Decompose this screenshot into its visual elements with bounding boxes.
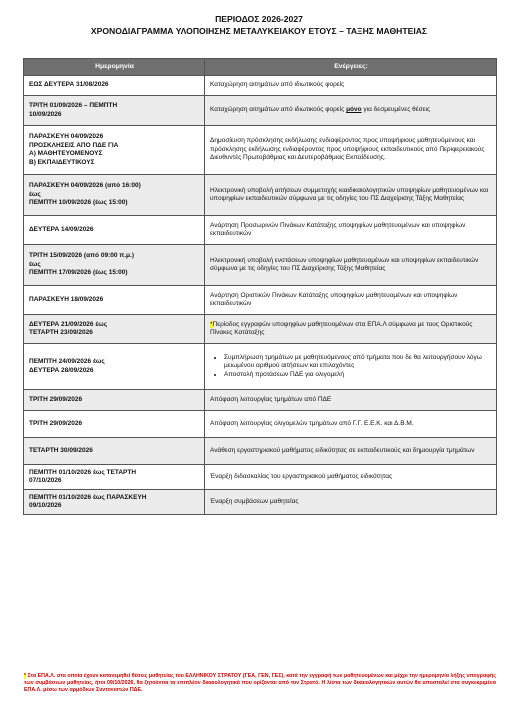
- date-cell: [24, 411, 205, 438]
- date-cell: [24, 245, 205, 286]
- action-cell: [205, 344, 497, 390]
- date-line: ΕΩΣ ΔΕΥΤΕΡΑ 31/08/2026: [29, 81, 109, 89]
- date-line: ΠΕΜΠΤΗ 10/09/2026 (έως 15:00): [29, 199, 128, 207]
- date-cell: [24, 96, 205, 126]
- date-line: ΤΡΙΤΗ 01/09/2026 – ΠΕΜΠΤΗ: [29, 102, 118, 109]
- date-line: ΤΡΙΤΗ 15/09/2026 (από 09:00 π.μ.): [29, 252, 134, 260]
- table-row: [24, 390, 497, 411]
- table-row: [24, 490, 497, 515]
- date-cell: [24, 465, 205, 490]
- date-line: ΤΕΤΑΡΤΗ 30/09/2026: [29, 446, 93, 454]
- table-header-row: [24, 59, 497, 76]
- action-text: Καταχώρηση αιτημάτων από ιδιωτικούς φορείς: [210, 106, 347, 114]
- schedule-table: [23, 58, 497, 515]
- footnote: [24, 673, 496, 694]
- action-cell: [205, 126, 497, 175]
- date-line: ΠΑΡΑΣΚΕΥΗ 04/09/2026: [29, 133, 104, 140]
- action-text: Έναρξη συμβάσεων μαθητείας: [210, 497, 299, 505]
- action-cell: [205, 96, 497, 126]
- action-bullets: [210, 354, 492, 380]
- asterisk-marker: *: [210, 320, 213, 328]
- table-row: [24, 315, 497, 344]
- date-line: ΔΕΥΤΕΡΑ 21/09/2026 έως: [29, 320, 108, 328]
- date-line: ΔΕΥΤΕΡΑ 28/09/2026: [29, 366, 94, 374]
- date-cell: [24, 175, 205, 216]
- header-actions: Ενέργειες:: [205, 59, 497, 76]
- table-row: [24, 245, 497, 286]
- date-line: ΠΕΜΠΤΗ 17/09/2026 (έως 15:00): [29, 269, 128, 277]
- action-cell: [205, 465, 497, 490]
- date-cell: [24, 344, 205, 390]
- table-row: [24, 96, 497, 126]
- table-row: [24, 286, 497, 315]
- date-cell: [24, 490, 205, 515]
- table-row: [24, 76, 497, 96]
- table-row: [24, 465, 497, 490]
- action-text: Ανάρτηση Προσωρινών Πινάκων Κατάταξης υποψηφίων μαθητευομένων και υποψηφίων εκπαιδευτικών: [210, 221, 466, 237]
- action-text: Απόφαση λειτουργίας ολιγομελών τμημάτων από Γ.Γ. Ε.Ε.Κ. και Δ.Β.Μ.: [210, 419, 414, 427]
- footnote-text: Στα ΕΠΑ.Λ. στα οποία έχουν κατανεμηθεί θέσεις μαθητείας του ΕΛΛΗΝΙΚΟΥ ΣΤΡΑΤΟΥ (ΓΕΑ, ΓΕΝ, ΓΕΣ), κατά την εγγραφή των μαθητευομένων και μέχρι την ημερομηνία λήξης υπογραφής των συμβάσεων μαθητείας, ήτοι 09/10/2026, θα ζητούνται τα επιπλέον δικαιολογητικά που ορίζονται από τον Στρατό. Η λίστα των δικαιολογητικών αυτών θα αποσταλεί στα συγκεκριμένα ΕΠΑ.Λ. μέσω των αρμόδιων Συντονιστών ΠΔΕ.: [24, 673, 496, 693]
- date-line: ΠΕΜΠΤΗ 24/09/2026 έως: [29, 358, 105, 365]
- action-cell: [205, 390, 497, 411]
- date-line: ΤΡΙΤΗ 29/09/2026: [29, 419, 83, 427]
- date-cell: [24, 216, 205, 245]
- action-text: Περίοδος εγγραφών υποψηφίων μαθητευομένων στα ΕΠΑ.Λ σύμφωνα με τους Οριστικούς Πίνακες Κατάταξης: [210, 320, 473, 336]
- table-row: [24, 126, 497, 175]
- action-cell: [205, 490, 497, 515]
- action-cell: [205, 175, 497, 216]
- page-title: ΠΕΡΙΟΔΟΣ 2026-2027: [215, 14, 303, 24]
- table-row: [24, 438, 497, 465]
- action-text: Καταχώρηση αιτημάτων από ιδιωτικούς φορείς: [210, 81, 345, 89]
- action-text: Ανάθεση εργαστηριακού μαθήματος ειδικότητας σε εκπαιδευτικούς και δημιουργία τμημάτων: [210, 446, 475, 454]
- action-text: Ανάρτηση Οριστικών Πινάκων Κατάταξης υποψηφίων μαθητευομένων και υποψηφίων εκπαιδευτικών: [210, 291, 458, 307]
- date-line: ΤΕΤΑΡΤΗ 23/09/2026: [29, 329, 93, 336]
- table-row: [24, 411, 497, 438]
- date-line: ΤΡΙΤΗ 29/09/2026: [29, 395, 83, 403]
- date-line: ΔΕΥΤΕΡΑ 14/09/2026: [29, 225, 94, 233]
- action-text-end: για δεσμευμένες θέσεις: [361, 106, 431, 114]
- table-row: [24, 216, 497, 245]
- date-line: έως: [29, 190, 41, 198]
- date-cell: [24, 438, 205, 465]
- date-line: ΠΑΡΑΣΚΕΥΗ 18/09/2026: [29, 295, 104, 303]
- action-cell: [205, 315, 497, 344]
- footnote-asterisk: *: [24, 673, 27, 679]
- action-text: Έναρξη διδασκαλίας του εργαστηριακού μαθήματος ειδικότητας: [210, 472, 393, 480]
- date-line: ΠΕΜΠΤΗ 01/10/2026 έως ΤΕΤΑΡΤΗ: [29, 468, 137, 476]
- date-line: ΠΡΟΣΚΛΗΣΕΙΣ ΑΠΟ ΠΔΕ ΓΙΑ: [29, 141, 119, 149]
- date-cell: [24, 286, 205, 315]
- action-cell: [205, 76, 497, 96]
- header-date: Ημερομηνία: [24, 59, 205, 76]
- table-row: [24, 344, 497, 390]
- date-line: 10/09/2026: [29, 110, 62, 118]
- date-line: έως: [29, 260, 41, 268]
- action-bullet: • Συμπλήρωση τμημάτων με μαθητευόμενους από τμήματα που δε θα λειτουργήσουν λόγω μειωμένου αριθμού αιτήσεων και επιλαχόντες: [224, 354, 492, 371]
- action-text: Ηλεκτρονική υποβολή ενστάσεων υποψηφίων μαθητευομένων και υποψηφίων εκπαιδευτικών σύμφωνα με τις οδηγίες του ΠΣ Διαχείρισης Τάξης Μαθητείας: [210, 256, 479, 272]
- date-cell: [24, 76, 205, 96]
- action-cell: [205, 216, 497, 245]
- action-cell: [205, 411, 497, 438]
- action-text: Ηλεκτρονική υποβολή αιτήσεων συμμετοχής κιαιδικαιολογητικών υποψηφίων μαθητευομένων και υποψηφίων εκπαιδευτικών σύμφωνα με τις οδηγίες του ΠΣ Διαχείρισης Τάξης Μαθητείας: [210, 186, 489, 202]
- date-cell: [24, 390, 205, 411]
- date-line: ΠΕΜΠΤΗ 01/10/2026 έως ΠΑΡΑΣΚΕΥΗ: [29, 493, 147, 501]
- action-bullet: • Αποστολή προτάσεων ΠΔΕ για ολιγομελή: [224, 371, 492, 380]
- page-subtitle: ΧΡΟΝΟΔΙΑΓΡΑΜΜΑ ΥΛΟΠΟΙΗΣΗΣ ΜΕΤΑΛΥΚΕΙΑΚΟΥ ΕΤΟΥΣ – ΤΑΞΗΣ ΜΑΘΗΤΕΙΑΣ: [90, 26, 428, 36]
- table-row: [24, 175, 497, 216]
- action-text: Δημοσίευση πρόσκλησης εκδήλωσης ενδιαφέροντος προς υποψήφιους μαθητευόμενους και πρόσκλησης εκδήλωσης ενδιαφέροντος προς υποψήφιους εκπαιδευτικούς από Περιφερειακούς Διευθυντές Πρωτοβάθμιας και Δευτεροβάθμιας Εκπαίδευσης.: [210, 137, 485, 162]
- action-cell: [205, 438, 497, 465]
- action-cell: [205, 245, 497, 286]
- date-line: ΠΑΡΑΣΚΕΥΗ 04/09/2026 (από 16:00): [29, 182, 141, 190]
- date-line: Α) ΜΑΘΗΤΕΥΟΜΕΝΟΥΣ: [29, 150, 103, 157]
- date-line: 07/10/2026: [29, 477, 62, 484]
- action-text: Απόφαση λειτουργίας τμημάτων από ΠΔΕ: [210, 395, 332, 403]
- date-cell: [24, 126, 205, 175]
- date-line: 09/10/2026: [29, 502, 62, 509]
- date-cell: [24, 315, 205, 344]
- action-emphasis: μόνο: [346, 106, 362, 114]
- action-cell: [205, 286, 497, 315]
- date-line: Β) ΕΚΠΑΙΔΕΥΤΙΚΟΥΣ: [29, 158, 95, 166]
